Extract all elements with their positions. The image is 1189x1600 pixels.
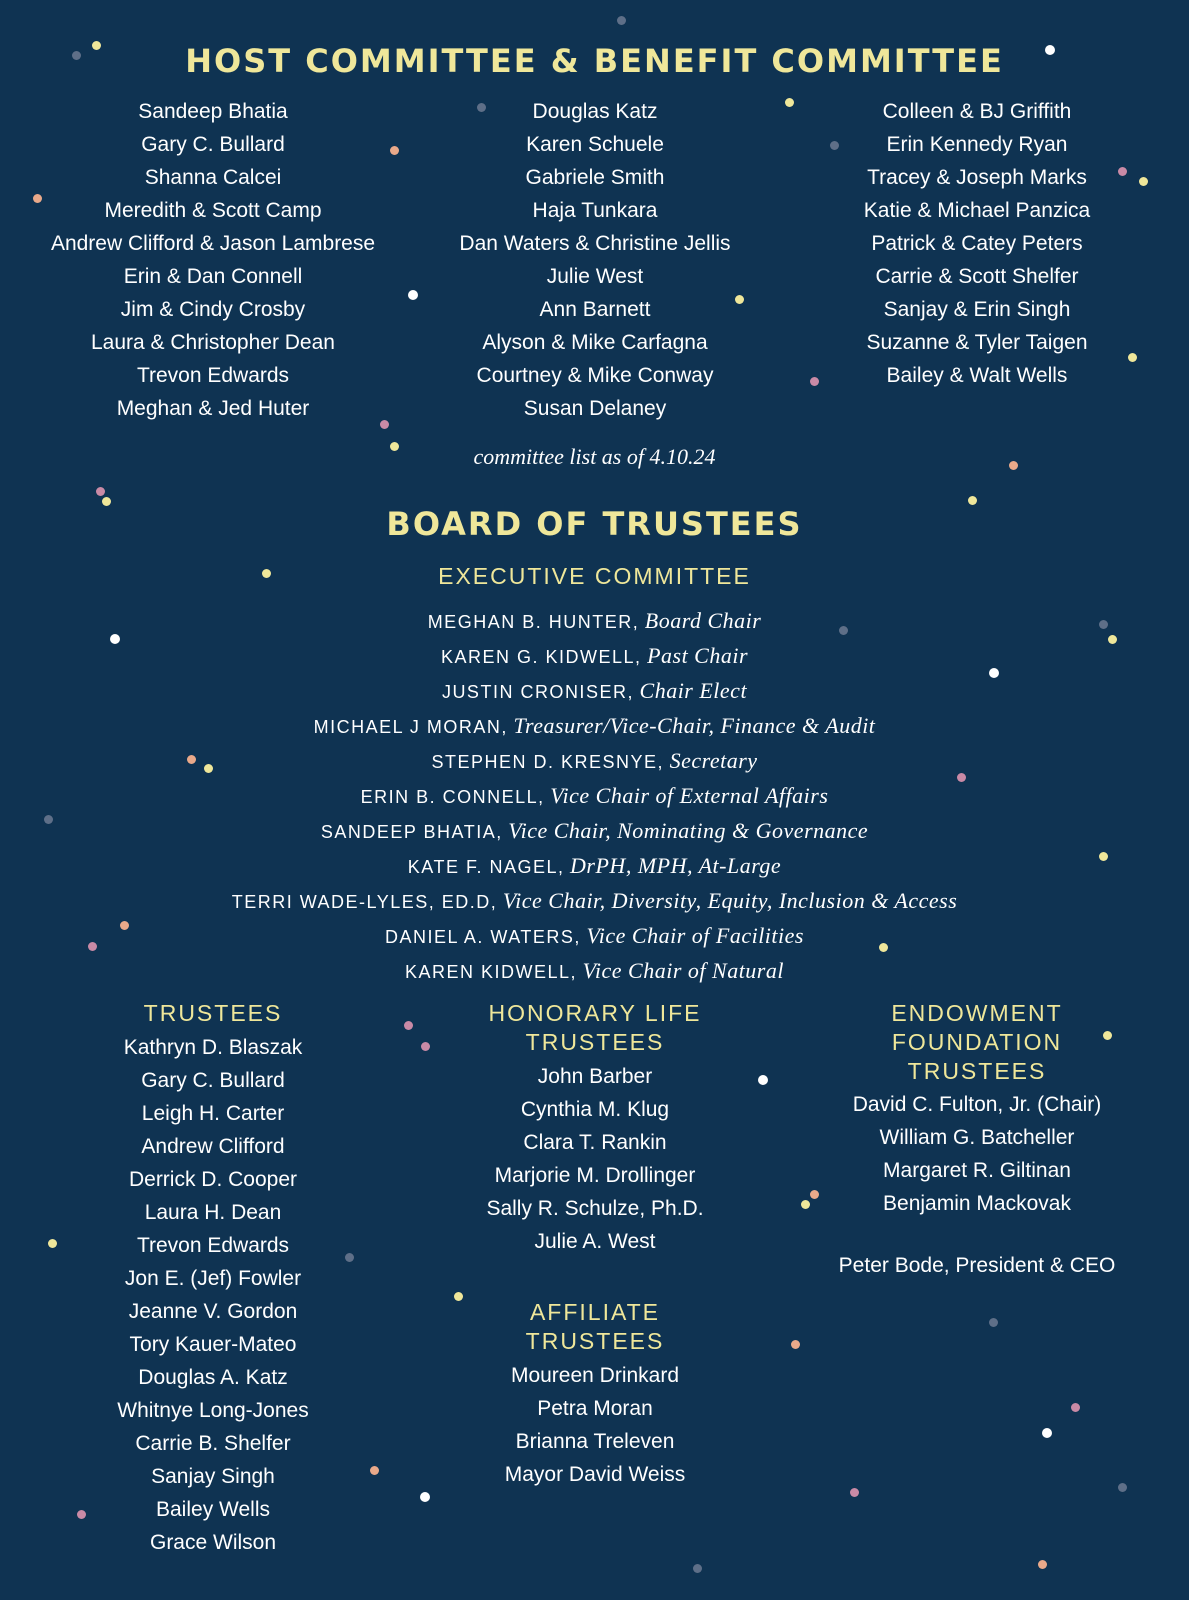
list-item: Karen Schuele (526, 133, 664, 156)
list-item: Bailey Wells (156, 1498, 270, 1521)
confetti-dot (96, 487, 105, 496)
list-item: Erin Kennedy Ryan (886, 133, 1068, 156)
member-name: ERIN B. CONNELL, (360, 787, 545, 807)
president-ceo-line: Peter Bode, President & CEO (838, 1254, 1116, 1277)
endowment-foundation-trustees-list (792, 1088, 1162, 1220)
affiliate-trustees-list (410, 1359, 780, 1491)
executive-member (0, 849, 1189, 884)
list-item: Grace Wilson (149, 1531, 277, 1554)
list-item: Gary C. Bullard (141, 1069, 285, 1092)
list-item: John Barber (537, 1065, 653, 1088)
list-item: Sandeep Bhatia (138, 100, 288, 123)
list-item: Laura & Christopher Dean (91, 331, 335, 354)
list-item: Sally R. Schulze, Ph.D. (486, 1197, 704, 1220)
list-item: Patrick & Catey Peters (871, 232, 1083, 255)
member-role: DrPH, MPH, At-Large (570, 853, 782, 878)
executive-committee-title: EXECUTIVE COMMITTEE (438, 563, 751, 589)
confetti-dot (1071, 1403, 1080, 1412)
confetti-dot (850, 1488, 859, 1497)
executive-committee-list (0, 604, 1189, 989)
list-item: Jon E. (Jef) Fowler (124, 1267, 302, 1290)
confetti-dot (989, 1318, 998, 1327)
list-item: Sanjay Singh (151, 1465, 275, 1488)
list-item: Derrick D. Cooper (128, 1168, 298, 1191)
list-item: Erin & Dan Connell (123, 265, 303, 288)
list-item: Jeanne V. Gordon (128, 1300, 298, 1323)
honorary-life-trustees-title (410, 999, 780, 1057)
trustees-title: TRUSTEES (143, 1000, 283, 1026)
list-item: Marjorie M. Drollinger (494, 1164, 696, 1187)
list-item: Moureen Drinkard (510, 1364, 680, 1387)
confetti-dot (968, 496, 977, 505)
list-item: Clara T. Rankin (523, 1131, 667, 1154)
list-item: Brianna Treleven (515, 1430, 675, 1453)
list-item: Andrew Clifford & Jason Lambrese (50, 232, 376, 255)
list-item: Petra Moran (537, 1397, 653, 1420)
member-name: STEPHEN D. KRESNYE, (431, 752, 664, 772)
executive-member (0, 884, 1189, 919)
executive-member (0, 779, 1189, 814)
committee-list-date-note: committee list as of 4.10.24 (473, 444, 716, 469)
member-role: Treasurer/Vice-Chair, Finance & Audit (513, 713, 876, 738)
list-item: William G. Batcheller (879, 1126, 1075, 1149)
member-name: JUSTIN CRONISER, (441, 682, 634, 702)
list-item: Sanjay & Erin Singh (883, 298, 1071, 321)
member-role: Vice Chair, Nominating & Governance (508, 818, 869, 843)
list-item: Kathryn D. Blaszak (123, 1036, 303, 1059)
list-item: Margaret R. Giltinan (883, 1159, 1071, 1182)
executive-member (0, 674, 1189, 709)
member-name: KATE F. NAGEL, (407, 857, 565, 877)
list-item: Tracey & Joseph Marks (867, 166, 1087, 189)
host-committee-column-2 (410, 95, 780, 425)
list-item: Trevon Edwards (136, 1234, 290, 1257)
member-role: Vice Chair of Facilities (586, 923, 804, 948)
confetti-dot (617, 16, 626, 25)
list-item: Carrie & Scott Shelfer (875, 265, 1079, 288)
list-item: Leigh H. Carter (141, 1102, 285, 1125)
title-line: FOUNDATION (891, 1029, 1063, 1055)
list-item: Dan Waters & Christine Jellis (459, 232, 731, 255)
member-name: MEGHAN B. HUNTER, (427, 612, 640, 632)
member-name: KAREN KIDWELL, (405, 962, 578, 982)
title-line: TRUSTEES (907, 1058, 1047, 1084)
executive-member (0, 604, 1189, 639)
executive-member (0, 814, 1189, 849)
list-item: Trevon Edwards (136, 364, 290, 387)
executive-member (0, 709, 1189, 744)
list-item: Suzanne & Tyler Taigen (866, 331, 1088, 354)
list-item: Katie & Michael Panzica (863, 199, 1091, 222)
list-item: Gary C. Bullard (141, 133, 285, 156)
confetti-dot (1042, 1428, 1052, 1438)
list-item: Andrew Clifford (141, 1135, 285, 1158)
host-committee-column-3 (792, 95, 1162, 392)
member-name: MICHAEL J MORAN, (313, 717, 508, 737)
list-item: Colleen & BJ Griffith (882, 100, 1072, 123)
member-name: DANIEL A. WATERS, (385, 927, 581, 947)
board-of-trustees-title: BOARD OF TRUSTEES (386, 505, 803, 543)
list-item: Meredith & Scott Camp (104, 199, 322, 222)
endowment-foundation-trustees-title (792, 999, 1162, 1086)
list-item: Julie A. West (534, 1230, 656, 1253)
member-role: Secretary (669, 748, 758, 773)
executive-member (0, 954, 1189, 989)
title-line: TRUSTEES (525, 1029, 665, 1055)
title-line: TRUSTEES (525, 1328, 665, 1354)
list-item: Ann Barnett (539, 298, 651, 321)
member-name: SANDEEP BHATIA, (320, 822, 503, 842)
title-line: HONORARY LIFE (488, 1000, 702, 1026)
confetti-dot (693, 1564, 702, 1573)
list-item: Douglas A. Katz (138, 1366, 288, 1389)
confetti-dot (1118, 1483, 1127, 1492)
list-item: Cynthia M. Klug (520, 1098, 670, 1121)
list-item: Meghan & Jed Huter (116, 397, 310, 420)
honorary-life-trustees-list (410, 1060, 780, 1258)
confetti-dot (1038, 1560, 1047, 1569)
list-item: Benjamin Mackovak (883, 1192, 1071, 1215)
list-item: Shanna Calcei (144, 166, 282, 189)
list-item: Laura H. Dean (144, 1201, 282, 1224)
executive-member (0, 639, 1189, 674)
list-item: David C. Fulton, Jr. (Chair) (852, 1093, 1102, 1116)
host-committee-title: HOST COMMITTEE & BENEFIT COMMITTEE (185, 42, 1004, 80)
trustees-list (28, 1031, 398, 1559)
list-item: Tory Kauer-Mateo (129, 1333, 297, 1356)
list-item: Carrie B. Shelfer (135, 1432, 291, 1455)
list-item: Gabriele Smith (525, 166, 665, 189)
list-item: Whitnye Long-Jones (117, 1399, 309, 1422)
member-role: Chair Elect (639, 678, 748, 703)
list-item: Douglas Katz (532, 100, 658, 123)
executive-member (0, 919, 1189, 954)
confetti-dot (791, 1340, 800, 1349)
member-role: Vice Chair of External Affairs (550, 783, 829, 808)
member-role: Board Chair (644, 608, 762, 633)
member-name: KAREN G. KIDWELL, (440, 647, 642, 667)
member-role: Past Chair (647, 643, 749, 668)
affiliate-trustees-title (410, 1298, 780, 1356)
confetti-dot (420, 1492, 430, 1502)
title-line: AFFILIATE (529, 1299, 661, 1325)
list-item: Susan Delaney (523, 397, 667, 420)
list-item: Courtney & Mike Conway (476, 364, 714, 387)
title-line: ENDOWMENT (891, 1000, 1063, 1026)
executive-member (0, 744, 1189, 779)
host-committee-column-1 (28, 95, 398, 425)
member-role: Vice Chair of Natural (582, 958, 784, 983)
list-item: Julie West (546, 265, 644, 288)
member-name: TERRI WADE-LYLES, ED.D, (231, 892, 498, 912)
list-item: Jim & Cindy Crosby (120, 298, 306, 321)
member-role: Vice Chair, Diversity, Equity, Inclusion & Access (502, 888, 958, 913)
list-item: Haja Tunkara (532, 199, 658, 222)
list-item: Mayor David Weiss (504, 1463, 686, 1486)
list-item: Bailey & Walt Wells (886, 364, 1068, 387)
list-item: Alyson & Mike Carfagna (482, 331, 708, 354)
